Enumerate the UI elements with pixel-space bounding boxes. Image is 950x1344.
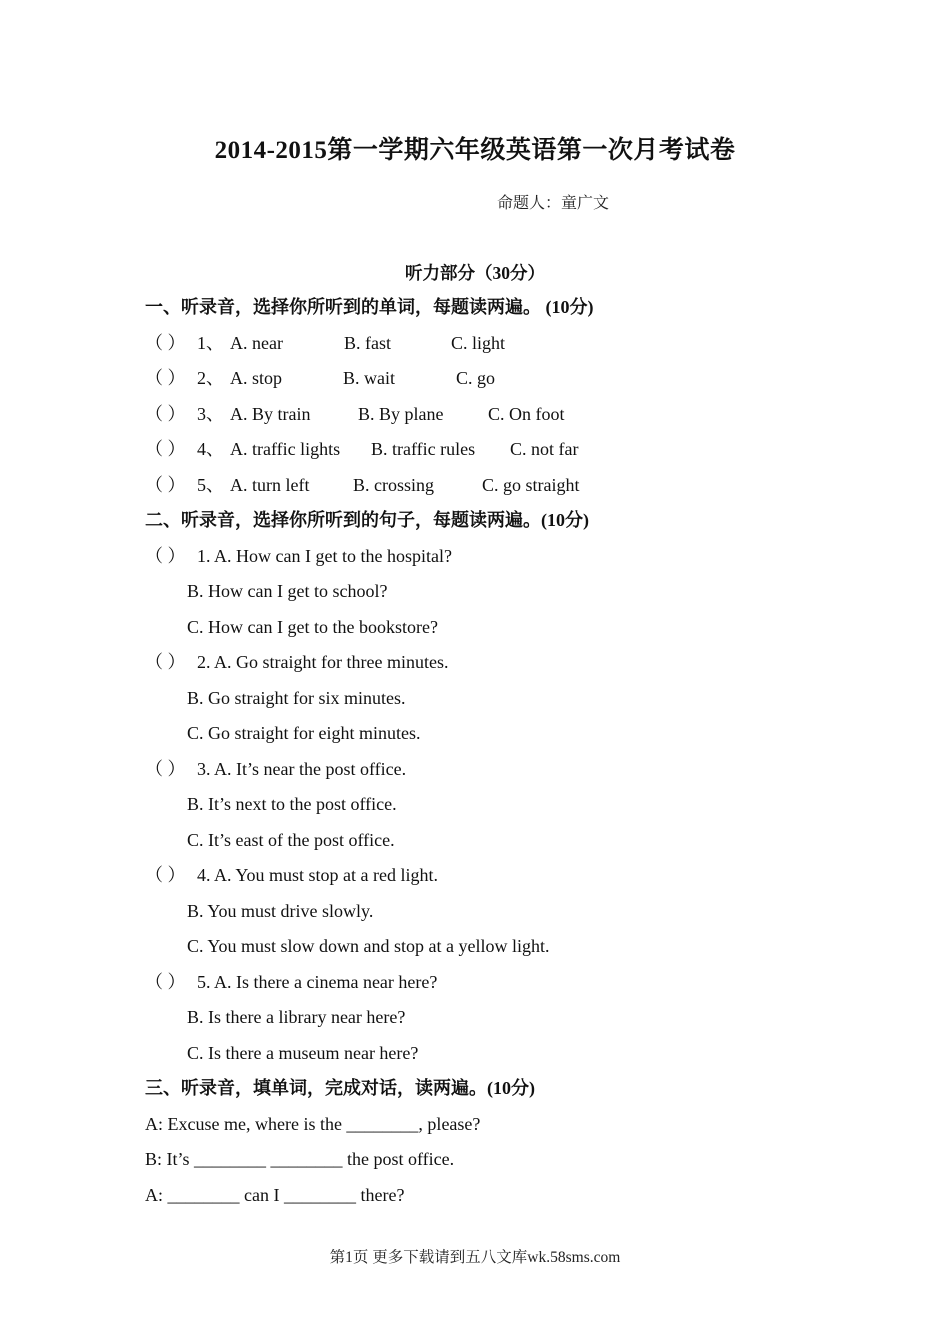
option-a: A. turn left — [230, 475, 310, 495]
answer-blank: （ ） — [145, 759, 186, 779]
q2-item-5-option-b: B. Is there a library near here? — [187, 1007, 406, 1027]
q2-item-3-option-c: C. It’s east of the post office. — [187, 830, 395, 850]
option-a: A. By train — [230, 404, 311, 424]
q2-item-2-option-c: C. Go straight for eight minutes. — [187, 723, 421, 743]
item-number: 1、 — [197, 333, 224, 353]
item-number: 4、 — [197, 439, 224, 459]
option-a: 5. A. Is there a cinema near here? — [197, 972, 438, 992]
q1-item-3 — [145, 403, 565, 425]
answer-blank: （ ） — [145, 546, 186, 566]
q2-item-3 — [145, 758, 406, 780]
option-b: B. crossing — [353, 475, 434, 495]
q1-item-2 — [145, 367, 495, 389]
q2-item-4 — [145, 864, 438, 886]
q2-item-1-option-b: B. How can I get to school? — [187, 581, 388, 601]
item-number: 5、 — [197, 475, 224, 495]
option-c: C. not far — [510, 439, 579, 459]
dialogue-line-2: B: It’s ________ ________ the post office. — [145, 1149, 455, 1169]
q2-item-1-option-c: C. How can I get to the bookstore? — [187, 617, 438, 637]
option-c: C. light — [451, 333, 506, 353]
answer-blank: （ ） — [145, 972, 186, 992]
answer-blank: （ ） — [145, 333, 186, 353]
option-b: B. traffic rules — [371, 439, 476, 459]
q2-item-5 — [145, 971, 437, 993]
option-a: A. traffic lights — [230, 439, 341, 459]
exam-author: 命题人：童广文 — [497, 195, 610, 212]
option-b: B. fast — [344, 333, 391, 353]
option-a: 2. A. Go straight for three minutes. — [197, 652, 449, 672]
option-b: B. By plane — [358, 404, 444, 424]
option-a: A. stop — [230, 368, 283, 388]
q2-item-4-option-b: B. You must drive slowly. — [187, 901, 374, 921]
listening-part-title: 听力部分（30分） — [405, 263, 545, 283]
answer-blank: （ ） — [145, 368, 186, 388]
dialogue-line-3: A: ________ can I ________ there? — [145, 1185, 405, 1205]
q2-item-2 — [145, 651, 448, 673]
option-a: 4. A. You must stop at a red light. — [197, 865, 439, 885]
item-number: 3、 — [197, 404, 224, 424]
q2-item-1 — [145, 545, 452, 567]
dialogue-line-1: A: Excuse me, where is the ________, please? — [145, 1114, 481, 1134]
option-a: 1. A. How can I get to the hospital? — [197, 546, 452, 566]
answer-blank: （ ） — [145, 865, 186, 885]
section-one-heading: 一、听录音，选择你所听到的单词，每题读两遍。 (10分) — [145, 297, 594, 317]
option-c: C. go straight — [482, 475, 580, 495]
section-three-heading: 三、听录音，填单词，完成对话，读两遍。(10分) — [145, 1078, 535, 1098]
q2-item-3-option-b: B. It’s next to the post office. — [187, 794, 397, 814]
option-a: 3. A. It’s near the post office. — [197, 759, 407, 779]
q1-item-5 — [145, 474, 580, 496]
option-b: B. wait — [343, 368, 395, 388]
answer-blank: （ ） — [145, 439, 186, 459]
answer-blank: （ ） — [145, 404, 186, 424]
q2-item-5-option-c: C. Is there a museum near here? — [187, 1043, 419, 1063]
q2-item-4-option-c: C. You must slow down and stop at a yellow light. — [187, 936, 550, 956]
q1-item-4 — [145, 438, 578, 460]
answer-blank: （ ） — [145, 652, 186, 672]
option-c: C. go — [456, 368, 496, 388]
option-a: A. near — [230, 333, 283, 353]
option-c: C. On foot — [488, 404, 565, 424]
page-footer: 第1页 更多下载请到五八文库wk.58sms.com — [329, 1249, 621, 1266]
section-two-heading: 二、听录音，选择你所听到的句子，每题读两遍。(10分) — [145, 510, 589, 530]
exam-title: 2014-2015第一学期六年级英语第一次月考试卷 — [214, 137, 736, 164]
answer-blank: （ ） — [145, 475, 186, 495]
item-number: 2、 — [197, 368, 224, 388]
q2-item-2-option-b: B. Go straight for six minutes. — [187, 688, 406, 708]
q1-item-1 — [145, 332, 505, 354]
